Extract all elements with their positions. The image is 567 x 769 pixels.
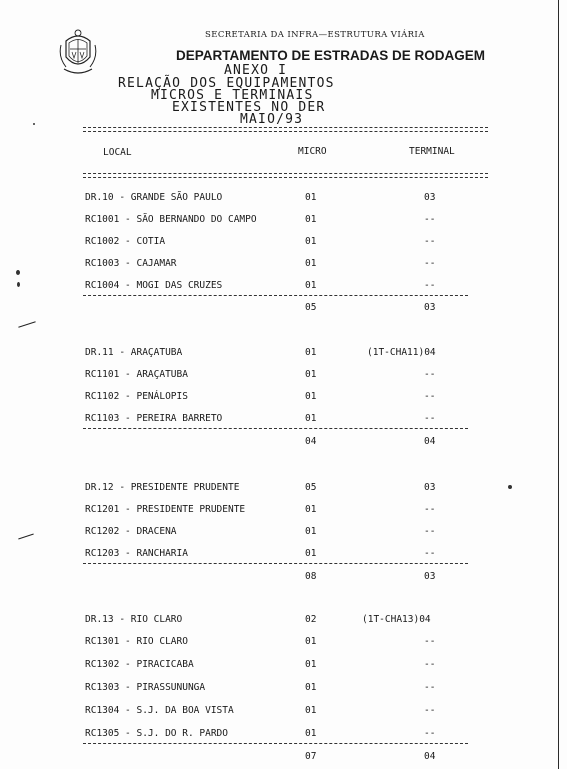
scan-speck (33, 123, 35, 125)
title-line-3: EXISTENTES NO DER (172, 100, 326, 115)
table-row-micro: 01 (305, 214, 317, 225)
table-row-local: RC1302 - PIRACICABA (85, 659, 194, 670)
column-header-separator (83, 173, 488, 178)
table-row-terminal: -- (424, 413, 436, 424)
title-line-1: RELAÇÃO DOS EQUIPAMENTOS (118, 76, 335, 91)
table-row-micro: 01 (305, 705, 317, 716)
table-row-micro: 01 (305, 526, 317, 537)
subtotal-separator (83, 295, 468, 296)
table-row-terminal: -- (424, 258, 436, 269)
table-row-terminal: -- (424, 504, 436, 515)
table-row-micro: 01 (305, 236, 317, 247)
title-line-2: MICROS E TERMINAIS (151, 88, 314, 103)
subtotal-micro: 04 (305, 436, 317, 447)
table-row-local: DR.11 - ARAÇATUBA (85, 347, 183, 358)
table-row-micro: 01 (305, 347, 317, 358)
header-separator (83, 127, 488, 132)
departamento-heading: DEPARTAMENTO DE ESTRADAS DE RODAGEM (176, 48, 486, 63)
subtotal-terminal: 03 (424, 302, 436, 313)
table-row-local: RC1304 - S.J. DA BOA VISTA (85, 705, 234, 716)
scan-speck (17, 282, 20, 287)
table-row-micro: 02 (305, 614, 317, 625)
table-row-local: RC1203 - RANCHARIA (85, 548, 188, 559)
table-row-local: RC1001 - SÃO BERNANDO DO CAMPO (85, 214, 257, 225)
scan-speck (16, 270, 20, 275)
subtotal-terminal: 04 (424, 436, 436, 447)
table-row-micro: 01 (305, 504, 317, 515)
page-edge-line (558, 0, 559, 769)
subtotal-terminal: 03 (424, 571, 436, 582)
table-row-terminal: -- (424, 280, 436, 291)
subtotal-micro: 05 (305, 302, 317, 313)
table-row-terminal: -- (424, 369, 436, 380)
table-row-micro: 01 (305, 280, 317, 291)
table-row-terminal: -- (424, 214, 436, 225)
table-row-local: RC1202 - DRACENA (85, 526, 177, 537)
table-row-local: RC1102 - PENÁLOPIS (85, 391, 188, 402)
table-row-micro: 01 (305, 728, 317, 739)
table-row-micro: 01 (305, 391, 317, 402)
table-row-local: RC1101 - ARAÇATUBA (85, 369, 188, 380)
column-header-micro: MICRO (298, 146, 327, 157)
table-row-local: RC1305 - S.J. DO R. PARDO (85, 728, 228, 739)
table-row-terminal: 03 (424, 482, 436, 493)
subtotal-separator (83, 563, 468, 564)
table-row-micro: 01 (305, 682, 317, 693)
table-row-terminal: (1T-CHA13)04 (362, 614, 431, 625)
table-row-local: RC1002 - COTIA (85, 236, 166, 247)
scan-mark (18, 534, 34, 540)
table-row-micro: 01 (305, 659, 317, 670)
table-row-terminal: -- (424, 705, 436, 716)
table-row-micro: 05 (305, 482, 317, 493)
subtotal-micro: 08 (305, 571, 317, 582)
table-row-micro: 01 (305, 258, 317, 269)
table-row-terminal: -- (424, 236, 436, 247)
anexo-label: ANEXO I (224, 63, 288, 78)
subtotal-micro: 07 (305, 751, 317, 762)
coat-of-arms-icon (58, 27, 98, 77)
table-row-terminal: 03 (424, 192, 436, 203)
table-row-local: RC1301 - RIO CLARO (85, 636, 188, 647)
table-row-terminal: -- (424, 728, 436, 739)
table-row-terminal: -- (424, 526, 436, 537)
subtotal-separator (83, 743, 468, 744)
scan-mark (18, 321, 35, 328)
table-row-micro: 01 (305, 192, 317, 203)
subtotal-terminal: 04 (424, 751, 436, 762)
table-row-terminal: -- (424, 548, 436, 559)
subtotal-separator (83, 428, 468, 429)
table-row-micro: 01 (305, 369, 317, 380)
table-row-local: DR.12 - PRESIDENTE PRUDENTE (85, 482, 240, 493)
table-row-local: RC1004 - MOGI DAS CRUZES (85, 280, 223, 291)
column-header-local: LOCAL (103, 147, 132, 158)
table-row-local: RC1103 - PEREIRA BARRETO (85, 413, 223, 424)
table-row-local: DR.10 - GRANDE SÃO PAULO (85, 192, 223, 203)
table-row-terminal: -- (424, 391, 436, 402)
table-row-micro: 01 (305, 413, 317, 424)
title-line-4: MAIO/93 (240, 112, 304, 127)
table-row-terminal: -- (424, 636, 436, 647)
column-header-terminal: TERMINAL (409, 146, 455, 157)
table-row-local: DR.13 - RIO CLARO (85, 614, 183, 625)
table-row-local: RC1201 - PRESIDENTE PRUDENTE (85, 504, 246, 515)
table-row-terminal: (1T-CHA11)04 (367, 347, 436, 358)
table-row-local: RC1303 - PIRASSUNUNGA (85, 682, 206, 693)
table-row-local: RC1003 - CAJAMAR (85, 258, 177, 269)
table-row-terminal: -- (424, 659, 436, 670)
table-row-terminal: -- (424, 682, 436, 693)
table-row-micro: 01 (305, 548, 317, 559)
scan-speck (508, 485, 512, 489)
secretaria-heading: SECRETARIA DA INFRA—ESTRUTURA VIÁRIA (205, 30, 425, 40)
table-row-micro: 01 (305, 636, 317, 647)
